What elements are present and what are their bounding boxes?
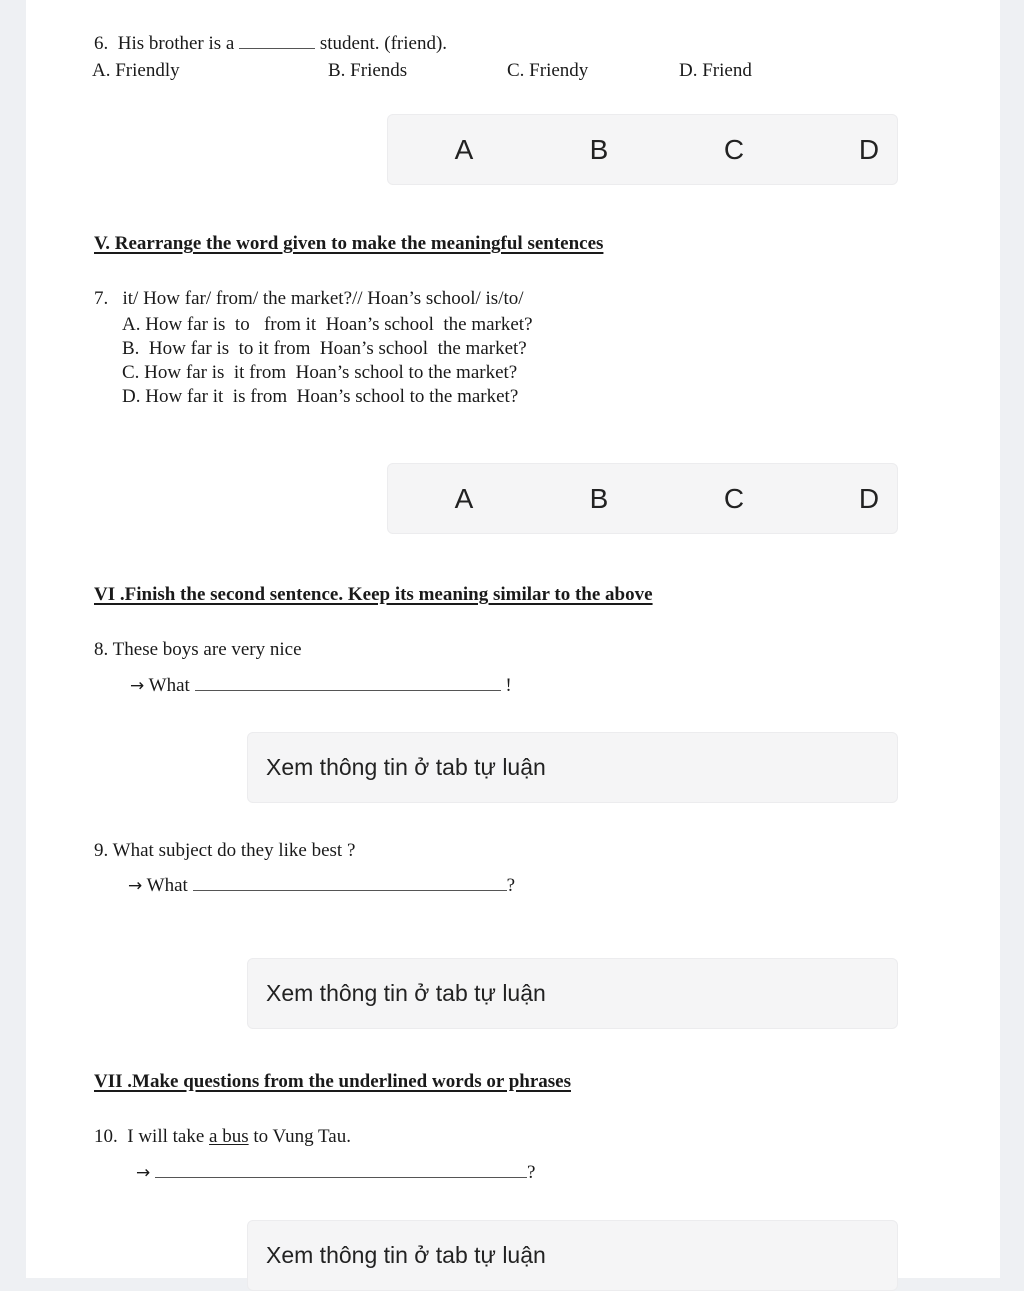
arrow-right-icon: → bbox=[136, 1163, 151, 1183]
q6-option-a: A. Friendly bbox=[92, 60, 180, 81]
section-7-heading: VII .Make questions from the underlined words or phrases bbox=[94, 1071, 571, 1092]
q6-blank bbox=[239, 32, 315, 49]
worksheet-page bbox=[26, 0, 1000, 1278]
q8-stem: 8. These boys are very nice bbox=[94, 639, 302, 660]
q6-stem: 6. His brother is a student. (friend). bbox=[94, 33, 448, 54]
q10-answer-box[interactable] bbox=[247, 1220, 898, 1291]
q7-option-a: A. How far is to from it Hoan’s school the market? bbox=[122, 314, 533, 335]
q9-stem: 9. What subject do they like best ? bbox=[94, 840, 356, 861]
q7-choice-d[interactable]: D bbox=[858, 482, 880, 514]
q10-stem: 10. I will take a bus to Vung Tau. bbox=[94, 1126, 351, 1147]
q8-rewrite-line: → What ! bbox=[130, 675, 512, 696]
q8-blank bbox=[195, 674, 501, 691]
q7-choice-a[interactable]: A bbox=[454, 482, 474, 514]
q6-choice-a[interactable]: A bbox=[454, 133, 474, 165]
section-6-heading: VI .Finish the second sentence. Keep its meaning similar to the above bbox=[94, 584, 653, 605]
q7-answer-choices bbox=[387, 463, 898, 534]
q10-blank bbox=[155, 1161, 527, 1178]
arrow-right-icon: → bbox=[130, 676, 145, 696]
section-5-heading: V. Rearrange the word given to make the meaningful sentences bbox=[94, 233, 604, 254]
q8-answer-box[interactable] bbox=[247, 732, 898, 803]
q10-answer-text: Xem thông tin ở tab tự luận bbox=[266, 1242, 546, 1268]
q6-option-c: C. Friendy bbox=[507, 60, 589, 81]
q7-choice-c[interactable]: C bbox=[723, 482, 745, 514]
q6-answer-choices bbox=[387, 114, 898, 185]
q7-option-b: B. How far is to it from Hoan’s school the market? bbox=[122, 338, 527, 359]
q10-underlined-phrase: a bus bbox=[209, 1126, 249, 1147]
q9-answer-box[interactable] bbox=[247, 958, 898, 1029]
q6-choice-c[interactable]: C bbox=[723, 133, 745, 165]
q6-option-b: B. Friends bbox=[328, 60, 408, 81]
q7-choice-b[interactable]: B bbox=[589, 482, 609, 514]
q10-rewrite-line: → ? bbox=[136, 1162, 536, 1183]
q9-rewrite-line: → What ? bbox=[128, 875, 516, 896]
q6-option-d: D. Friend bbox=[679, 60, 752, 81]
q9-answer-text: Xem thông tin ở tab tự luận bbox=[266, 980, 546, 1006]
arrow-right-icon: → bbox=[128, 876, 143, 896]
q8-answer-text: Xem thông tin ở tab tự luận bbox=[266, 754, 546, 780]
q7-option-c: C. How far is it from Hoan’s school to the market? bbox=[122, 362, 518, 383]
q6-choice-d[interactable]: D bbox=[858, 133, 880, 165]
q9-blank bbox=[193, 874, 507, 891]
q7-prompt: 7. it/ How far/ from/ the market?// Hoan’s school/ is/to/ bbox=[94, 288, 524, 309]
q7-option-d: D. How far it is from Hoan’s school to the market? bbox=[122, 386, 519, 407]
q6-choice-b[interactable]: B bbox=[589, 133, 609, 165]
